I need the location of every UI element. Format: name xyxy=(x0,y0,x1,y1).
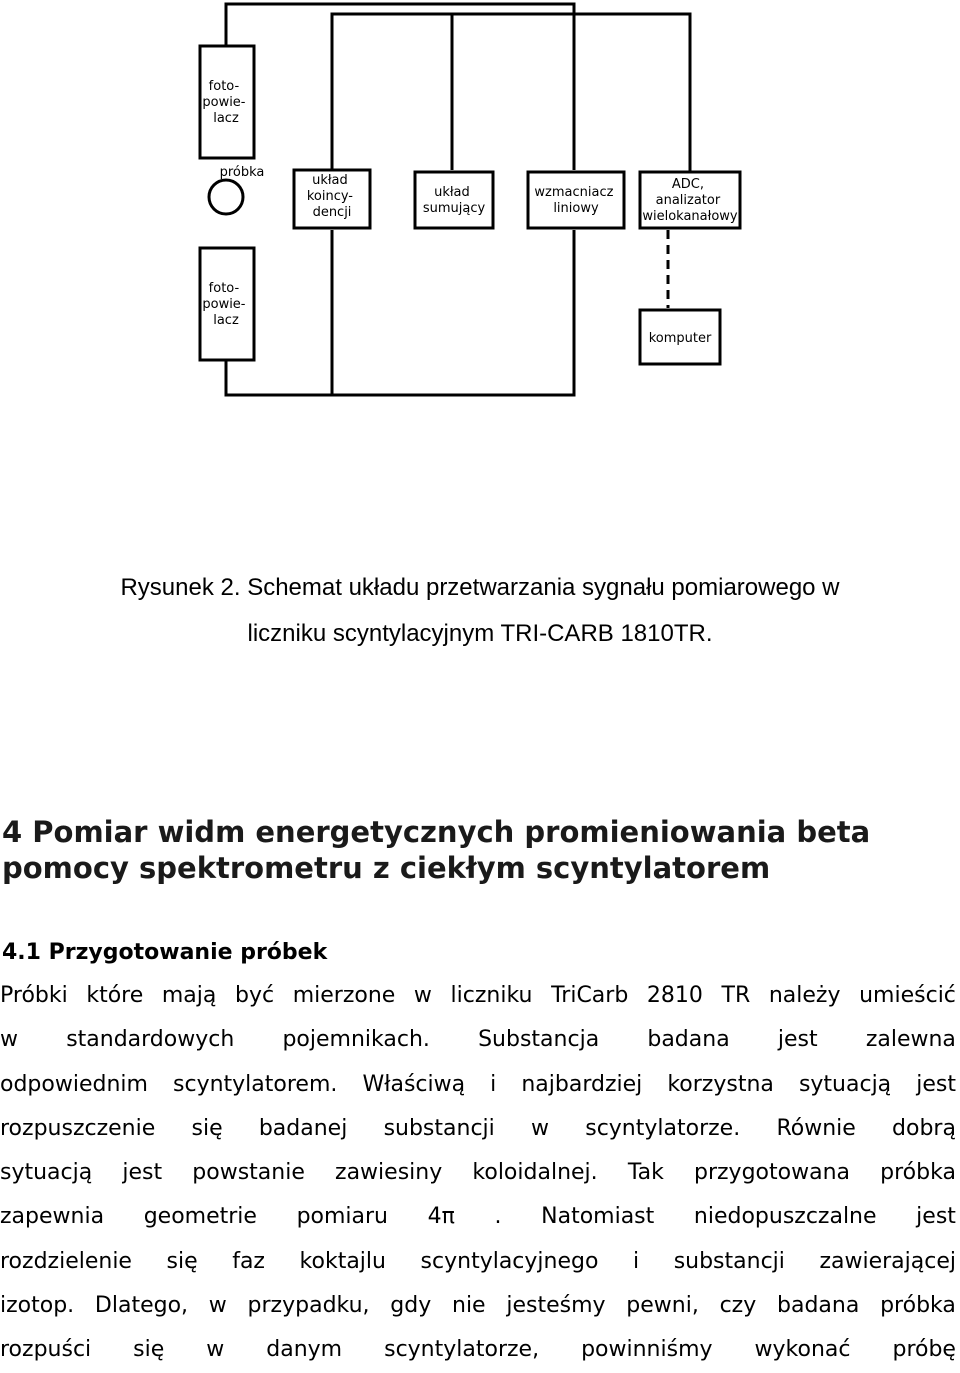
computer-label: komputer xyxy=(648,331,712,346)
paragraph-line: odpowiednim scyntylatorem. Właściwą i najbardziej korzystna sytuacją jest xyxy=(0,1071,956,1097)
section-heading-line-2: pomocy spektrometru z ciekłym scyntylatorem xyxy=(2,851,771,885)
summing-block xyxy=(415,172,493,228)
paragraph-line: w standardowych pojemnikach. Substancja badana jest zalewna xyxy=(0,1027,956,1053)
paragraph-line: sytuacją jest powstanie zawiesiny koloidalnej. Tak przygotowana próbka xyxy=(0,1160,956,1186)
paragraph-line: zapewnia geometrie pomiaru 4π . Natomiast niedopuszczalne jest xyxy=(0,1204,956,1230)
body-paragraph xyxy=(0,974,956,1373)
amplifier-label: wzmacniacz liniowy xyxy=(534,185,614,216)
signal-processing-diagram xyxy=(0,0,960,420)
adc-label: ADC, analizator wielokanałowy xyxy=(642,177,738,224)
paragraph-line: Próbki które mają być mierzone w liczniku TriCarb 2810 TR należy umieścić xyxy=(0,983,956,1008)
amplifier-block xyxy=(528,172,624,228)
sample-circle xyxy=(209,180,243,214)
section-heading-line-1: 4 Pomiar widm energetycznych promieniowania beta xyxy=(2,815,871,849)
wire-coincidence xyxy=(332,14,452,170)
pmt-top-label: foto- powie- lacz xyxy=(202,79,246,126)
wire-pmt-top xyxy=(226,4,574,170)
paragraph-line: izotop. Dlatego, w przypadku, gdy nie jesteśmy pewni, czy badana próbka xyxy=(0,1293,956,1319)
wire-summing xyxy=(452,14,690,172)
summing-label: układ sumujący xyxy=(422,185,486,216)
paragraph-line: rozpuszczenie się badanej substancji w scyntylatorze. Równie dobrą xyxy=(0,1115,956,1141)
paragraph-line: rozpuści się w danym scyntylatorze, powinniśmy wykonać próbę xyxy=(0,1337,956,1363)
section-heading xyxy=(2,814,952,886)
subsection-heading: 4.1 Przygotowanie próbek xyxy=(2,940,328,965)
figure-caption-line-2: liczniku scyntylacyjnym TRI-CARB 1810TR. xyxy=(247,620,713,647)
wire-pmt-bottom xyxy=(226,230,574,395)
pmt-bottom-label: foto- powie- lacz xyxy=(202,281,246,328)
paragraph-line: rozdzielenie się faz koktajlu scyntylacyjnego i substancji zawierającej xyxy=(0,1248,956,1274)
figure-caption-line-1: Rysunek 2. Schemat układu przetwarzania sygnału pomiarowego w xyxy=(120,574,840,601)
coincidence-label: układ koincy- dencji xyxy=(306,173,354,220)
sample-label: próbka xyxy=(219,165,265,180)
